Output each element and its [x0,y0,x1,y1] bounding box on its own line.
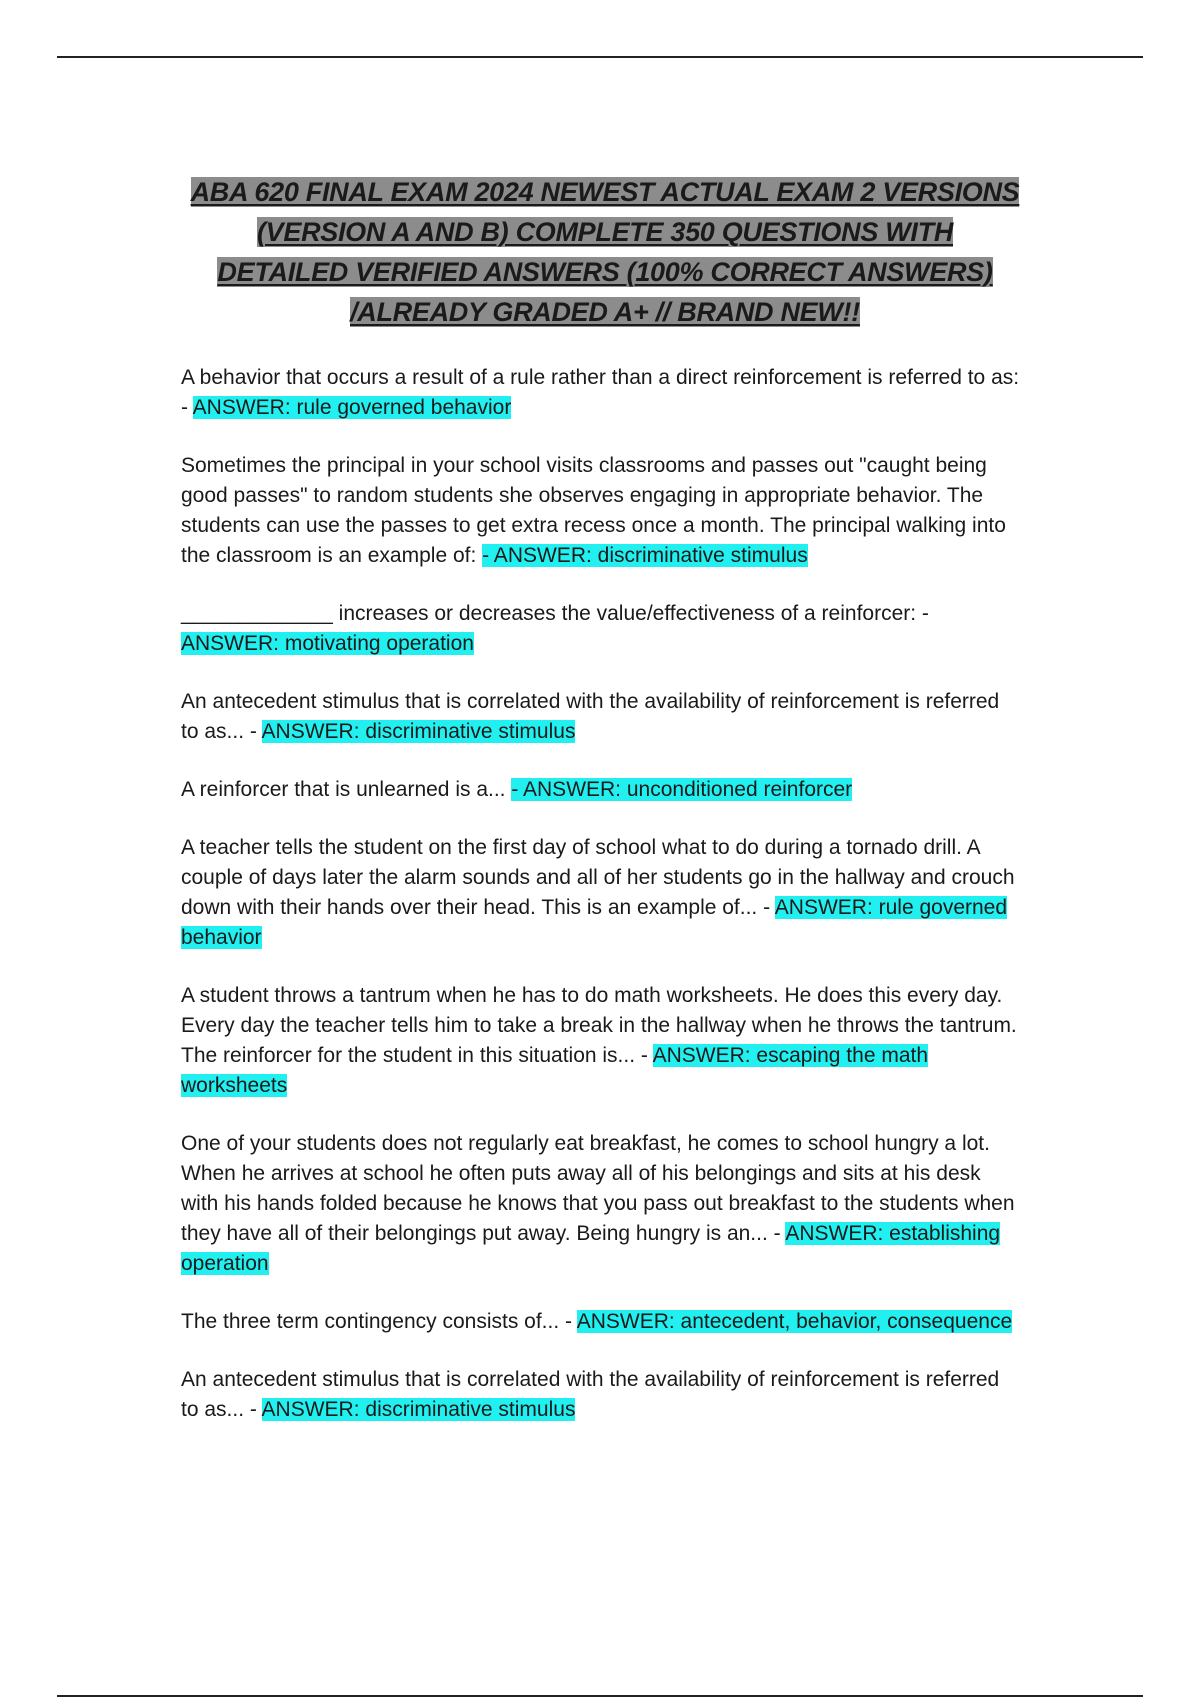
document-title [190,172,1020,332]
question-text: One of your students does not regularly eat breakfast, he comes to school hungry a lot. When he arrives at school he often puts away all of his belongings and sits at his desk with his hands folded because he knows that you pass out breakfast to the students when they have all of their belongings put away. Being hungry is an... - [181,1132,1015,1245]
question-text: Sometimes the principal in your school visits classrooms and passes out "caught being good passes" to random students she observes engaging in appropriate behavior. The students can use the passes to get extra recess once a month. The principal walking into the classroom is an example of: [181,454,1006,567]
question-text: The three term contingency consists of... - [181,1310,577,1333]
question-text: A student throws a tantrum when he has to do math worksheets. He does this every day. Every day the teacher tells him to take a break in the hallway when he throws the tantrum. The reinforcer for the student in this situation is... - [181,984,1017,1067]
qa-item [181,363,1021,423]
document-title-text: ABA 620 FINAL EXAM 2024 NEWEST ACTUAL EXAM 2 VERSIONS (VERSION A AND B) COMPLETE 350 QUESTIONS WITH DETAILED VERIFIED ANSWERS (100% CORRECT ANSWERS) /ALREADY GRADED A+ // BRAND NEW!! [190,177,1020,327]
qa-item [181,833,1021,953]
answer-highlight: ANSWER: motivating operation [181,632,474,655]
answer-highlight: ANSWER: rule governed behavior [192,396,512,419]
question-text: A teacher tells the student on the first day of school what to do during a tornado drill. A couple of days later the alarm sounds and all of her students go in the hallway and crouch down with their hands over their head. This is an example of... - [181,836,1015,919]
footer-rule [57,1695,1143,1697]
answer-highlight: ANSWER: rule governed behavior [181,896,1008,949]
qa-item [181,1129,1021,1279]
question-text: An antecedent stimulus that is correlated with the availability of reinforcement is referred to as... - [181,1368,1000,1421]
qa-item [181,981,1021,1101]
question-text: _____________ increases or decreases the value/effectiveness of a reinforcer: - [181,602,929,625]
question-text: An antecedent stimulus that is correlated with the availability of reinforcement is referred to as... - [181,690,1000,743]
qa-item [181,1307,1021,1337]
question-text: A reinforcer that is unlearned is a... [181,778,512,801]
answer-highlight: ANSWER: establishing operation [181,1222,1001,1275]
qa-item [181,775,1021,805]
answer-highlight: ANSWER: discriminative stimulus [261,1398,576,1421]
answer-highlight: ANSWER: escaping the math worksheets [181,1044,929,1097]
answer-highlight: - ANSWER: discriminative stimulus [482,544,808,567]
qa-item [181,1365,1021,1425]
qa-list [181,363,1021,1453]
question-text: A behavior that occurs a result of a rule rather than a direct reinforcement is referred to as: - [181,366,1020,419]
qa-item [181,451,1021,571]
qa-item [181,599,1021,659]
qa-item [181,687,1021,747]
answer-highlight: ANSWER: antecedent, behavior, consequence [576,1310,1013,1333]
answer-highlight: - ANSWER: unconditioned reinforcer [511,778,853,801]
answer-highlight: ANSWER: discriminative stimulus [261,720,576,743]
header-rule [57,56,1143,58]
